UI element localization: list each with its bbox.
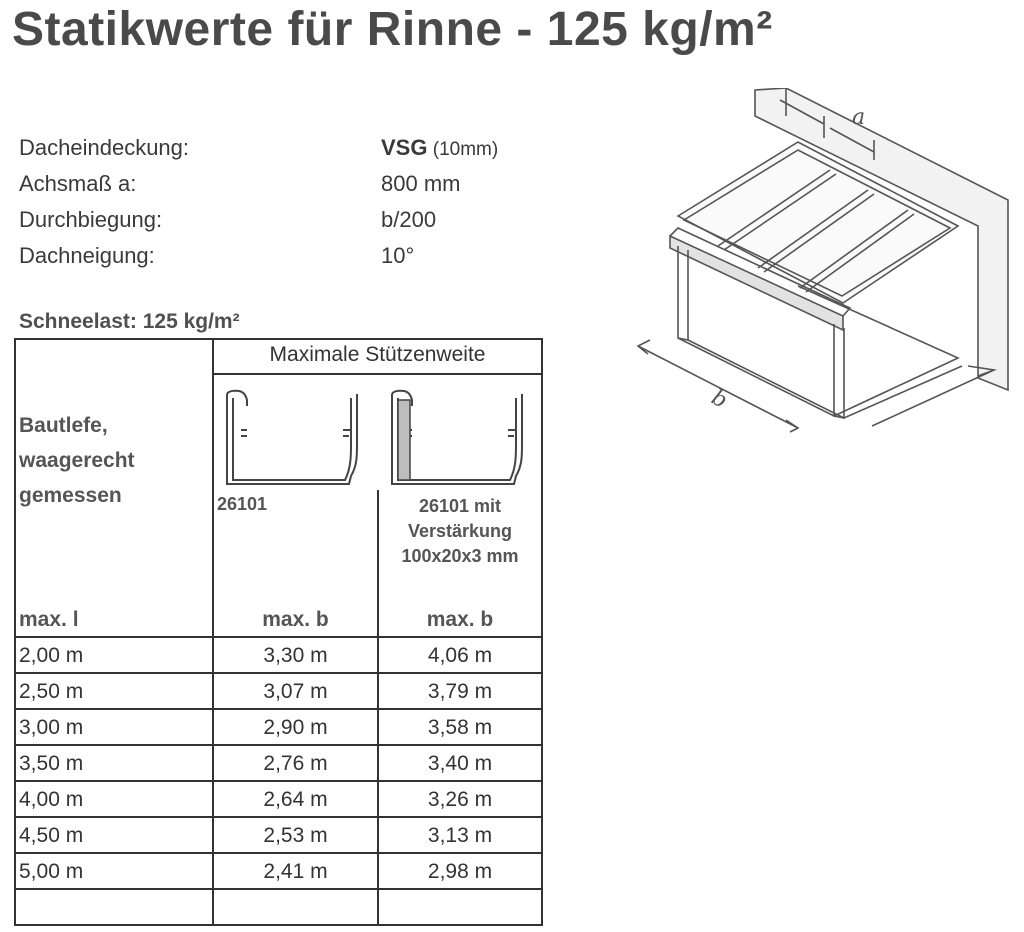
table-divider	[14, 888, 543, 890]
table-border-right	[541, 338, 543, 926]
gutter-profile-reinforced-icon	[384, 386, 534, 494]
snow-load-heading: Schneelast: 125 kg/m²	[19, 310, 240, 333]
spec-value: 800 mm	[381, 171, 461, 196]
dimension-label-a: a	[852, 105, 866, 130]
table-cell-b: 2,90 m	[263, 716, 328, 739]
profile-label-26101: 26101	[217, 494, 268, 514]
roof-structure-diagram	[628, 88, 1020, 438]
table-border-bottom	[14, 924, 543, 926]
spec-value: b/200	[381, 207, 437, 232]
row-header: Bautlefe, waagerecht gemessen	[19, 414, 135, 507]
table-divider	[14, 708, 543, 710]
table-cell-b-reinforced: 3,79 m	[427, 680, 493, 703]
table-cell-b-reinforced: 2,98 m	[427, 860, 493, 883]
spec-row-roofing	[19, 135, 539, 171]
dimension-label-b: b	[707, 385, 732, 414]
table-cell-b-reinforced: 3,13 m	[427, 824, 493, 847]
table-cell-l: 4,50 m	[19, 824, 84, 847]
table-cell-l: 2,00 m	[19, 644, 84, 667]
table-divider	[14, 636, 543, 638]
table-divider	[14, 672, 543, 674]
table-cell-b: 3,30 m	[263, 644, 328, 667]
table-cell-b-reinforced: 4,06 m	[427, 644, 493, 667]
table-cell-b-reinforced: 3,58 m	[427, 716, 493, 739]
table-divider	[212, 373, 543, 375]
spec-value-bold: VSG	[381, 135, 428, 160]
spec-label: Achsmaß a:	[19, 171, 137, 196]
table-border-left	[14, 338, 16, 926]
table-cell-l: 4,00 m	[19, 788, 84, 811]
table-divider	[14, 816, 543, 818]
spec-value	[381, 135, 498, 161]
table-cell-l: 3,00 m	[19, 716, 84, 739]
table-cell-l: 3,50 m	[19, 752, 84, 775]
spec-label: Dacheindeckung:	[19, 135, 190, 160]
spec-row-axis	[19, 171, 539, 207]
table-cell-b-reinforced: 3,26 m	[427, 788, 493, 811]
table-cell-b-reinforced: 3,40 m	[427, 752, 493, 775]
table-cell-b: 2,76 m	[263, 752, 328, 775]
table-divider	[14, 744, 543, 746]
spec-row-deflection	[19, 207, 539, 243]
spec-value: 10°	[381, 243, 415, 268]
table-divider	[14, 780, 543, 782]
profile-label-reinforced: 26101 mit Verstärkung 100x20x3 mm	[401, 496, 519, 566]
table-cell-l: 5,00 m	[19, 860, 84, 883]
column-header-max-b-reinforced: max. b	[426, 608, 494, 631]
table-cell-b: 3,07 m	[263, 680, 328, 703]
table-cell-b: 2,41 m	[263, 860, 328, 883]
spec-value-note: (10mm)	[427, 139, 499, 160]
spec-list	[19, 135, 539, 279]
gutter-profile-icon	[219, 386, 369, 494]
table-cell-l: 2,50 m	[19, 680, 84, 703]
spec-label: Dachneigung:	[19, 243, 155, 268]
spec-label: Durchbiegung:	[19, 207, 163, 232]
table-cell-b: 2,64 m	[263, 788, 328, 811]
statics-table	[14, 338, 543, 926]
page-title: Statikwerte für Rinne - 125 kg/m²	[12, 3, 773, 56]
table-border-top	[14, 338, 543, 340]
spec-row-pitch	[19, 243, 539, 279]
table-cell-b: 2,53 m	[263, 824, 328, 847]
group-header: Maximale Stützenweite	[269, 343, 486, 366]
column-header-max-b: max. b	[262, 608, 329, 631]
column-header-max-l: max. l	[19, 608, 79, 631]
table-divider	[14, 852, 543, 854]
